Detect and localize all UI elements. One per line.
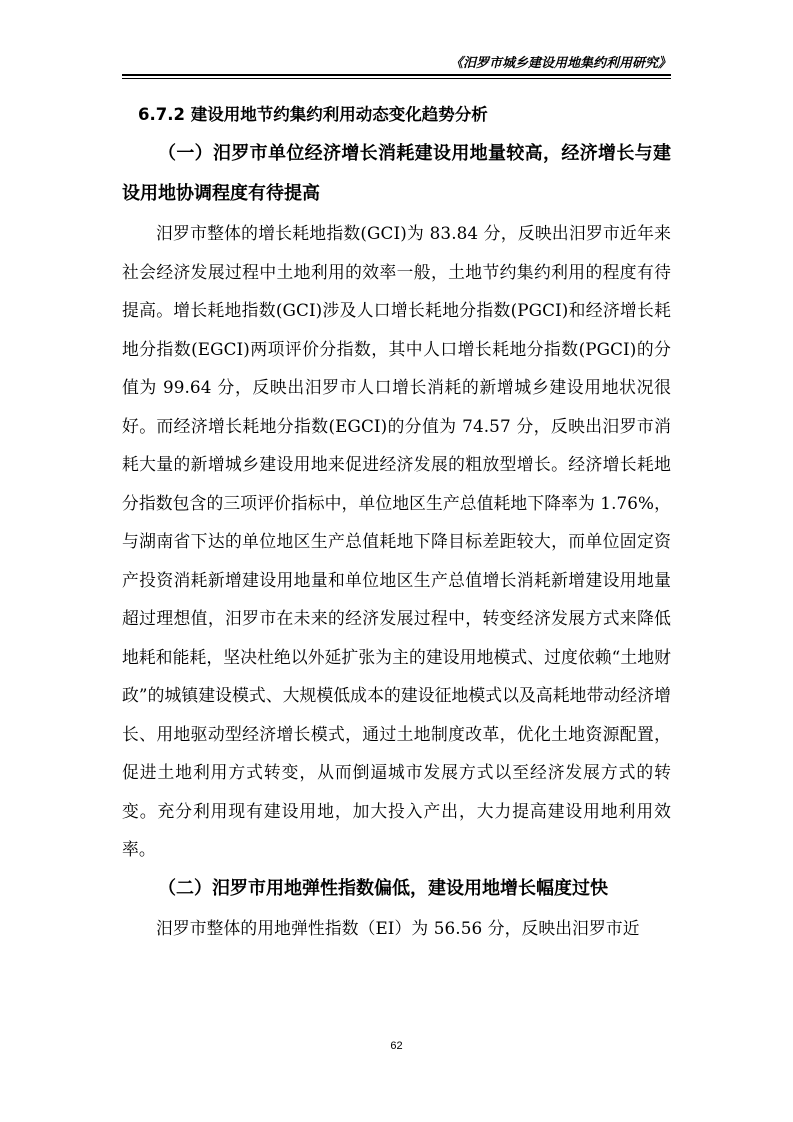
- document-body: [122, 96, 671, 947]
- subsection-1-paragraph: 汨罗市整体的增长耗地指数(GCI)为 83.84 分，反映出汨罗市近年来社会经济发展过程中土地利用的效率一般，土地节约集约利用的程度有待提高。增长耗地指数(GCI)涉及人口增长耗地分指数(PGCI)和经济增长耗地分指数(EGCI)两项评价分指数，其中人口增长耗地分指数(PGCI)的分值为 99.64 分，反映出汨罗市人口增长消耗的新增城乡建设用地状况很好。而经济增长耗地分指数(EGCI)的分值为 74.57 分，反映出汨罗市消耗大量的新增城乡建设用地来促进经济发展的粗放型增长。经济增长耗地分指数包含的三项评价指标中，单位地区生产总值耗地下降率为 1.76%，与湖南省下达的单位地区生产总值耗地下降目标差距较大，而单位固定资产投资消耗新增建设用地量和单位地区生产总值增长消耗新增建设用地量超过理想值，汨罗市在未来的经济发展过程中，转变经济发展方式来降低地耗和能耗，坚决杜绝以外延扩张为主的建设用地模式、过度依赖“土地财政”的城镇建设模式、大规模低成本的建设征地模式以及高耗地带动经济增长、用地驱动型经济增长模式，通过土地制度改革，优化土地资源配置，促进土地利用方式转变，从而倒逼城市发展方式以至经济发展方式的转变。充分利用现有建设用地，加大投入产出，大力提高建设用地利用效率。: [122, 223, 671, 859]
- header-rule-thin: [122, 78, 671, 79]
- header-rule-thick: [122, 74, 671, 76]
- page-number: 62: [390, 1040, 403, 1052]
- running-header: 《汨罗市城乡建设用地集约利用研究》: [449, 56, 671, 71]
- section-heading: 6.7.2 建设用地节约集约利用动态变化趋势分析: [138, 105, 488, 124]
- subsection-1-heading: （一）汨罗市单位经济增长消耗建设用地量较高，经济增长与建设用地协调程度有待提高: [122, 143, 671, 204]
- subsection-2-paragraph: 汨罗市整体的用地弹性指数（EI）为 56.56 分，反映出汨罗市近: [156, 917, 640, 938]
- subsection-2-heading: （二）汨罗市用地弹性指数偏低，建设用地增长幅度过快: [158, 877, 608, 899]
